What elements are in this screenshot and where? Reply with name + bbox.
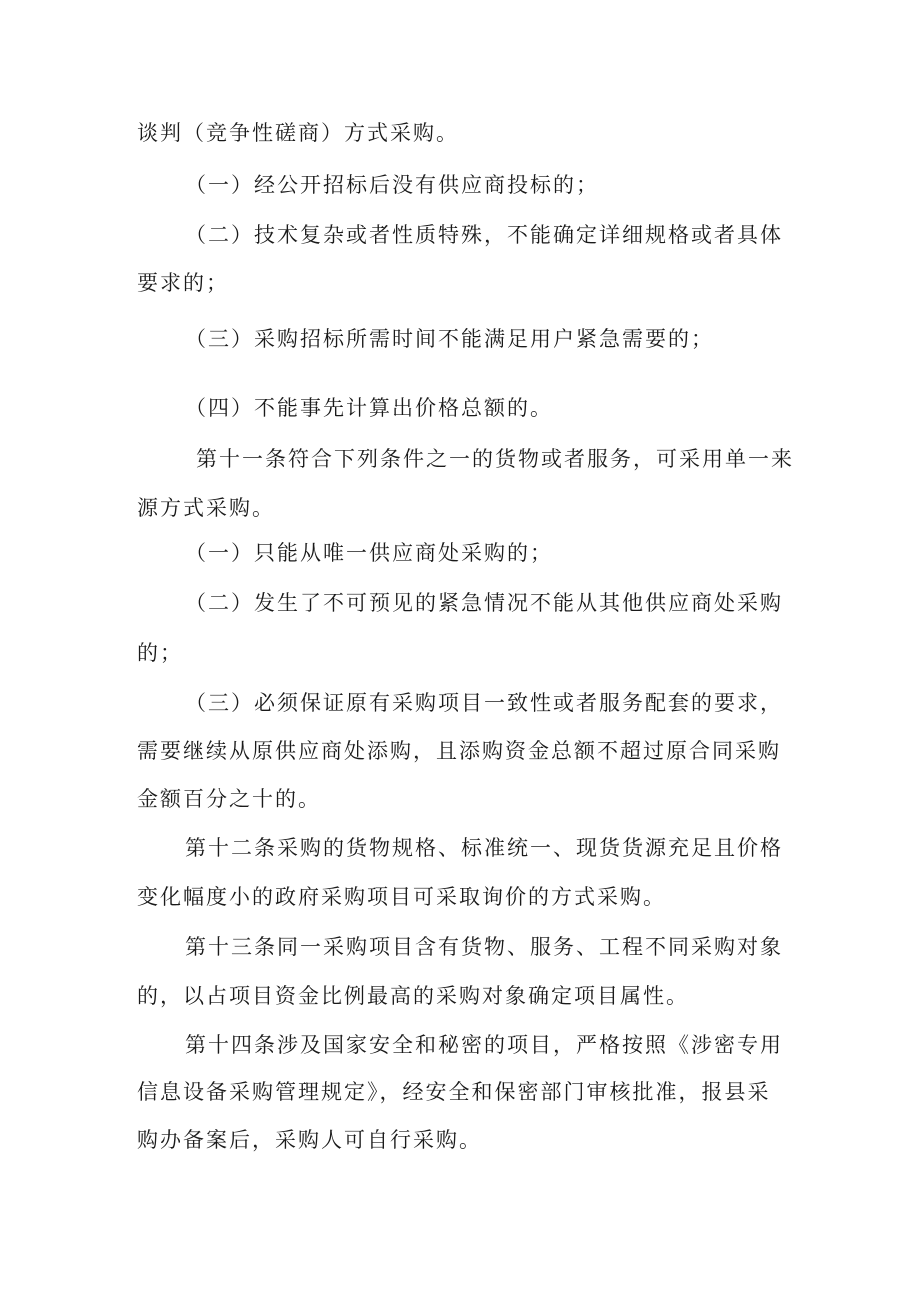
text-line: 谈判（竞争性磋商）方式采购。 bbox=[137, 121, 459, 145]
text-line: 第十三条同一采购项目含有货物、服务、工程不同采购对象 bbox=[185, 935, 783, 959]
text-line: 第十四条涉及国家安全和秘密的项目，严格按照《涉密专用 bbox=[185, 1033, 783, 1057]
text-line: （二）发生了不可预见的紧急情况不能从其他供应商处采购 bbox=[185, 591, 783, 615]
text-line: 第十一条符合下列条件之一的货物或者服务，可采用单一来 bbox=[196, 447, 794, 471]
text-line: （一）只能从唯一供应商处采购的； bbox=[185, 541, 553, 565]
text-line: 变化幅度小的政府采购项目可采取询价的方式采购。 bbox=[137, 885, 666, 909]
text-line: 信息设备采购管理规定》，经安全和保密部门审核批准，报县采 bbox=[137, 1080, 771, 1104]
text-line: （四）不能事先计算出价格总额的。 bbox=[185, 396, 553, 420]
text-line: 的； bbox=[137, 641, 183, 665]
text-line: 需要继续从原供应商处添购，且添购资金总额不超过原合同采购 bbox=[137, 739, 781, 763]
text-line: 第十二条采购的货物规格、标准统一、现货货源充足且价格 bbox=[185, 836, 783, 860]
text-line: 购办备案后，采购人可自行采购。 bbox=[137, 1128, 482, 1152]
text-line: 要求的； bbox=[137, 271, 229, 295]
text-line: （二）技术复杂或者性质特殊，不能确定详细规格或者具体 bbox=[185, 223, 783, 247]
text-line: 的，以占项目资金比例最高的采购对象确定项目属性。 bbox=[137, 984, 689, 1008]
text-line: 金额百分之十的。 bbox=[137, 787, 321, 811]
text-line: （三）必须保证原有采购项目一致性或者服务配套的要求， bbox=[185, 691, 783, 715]
text-line: （三）采购招标所需时间不能满足用户紧急需要的； bbox=[185, 327, 714, 351]
text-line: （一）经公开招标后没有供应商投标的； bbox=[185, 173, 599, 197]
text-line: 源方式采购。 bbox=[137, 496, 275, 520]
